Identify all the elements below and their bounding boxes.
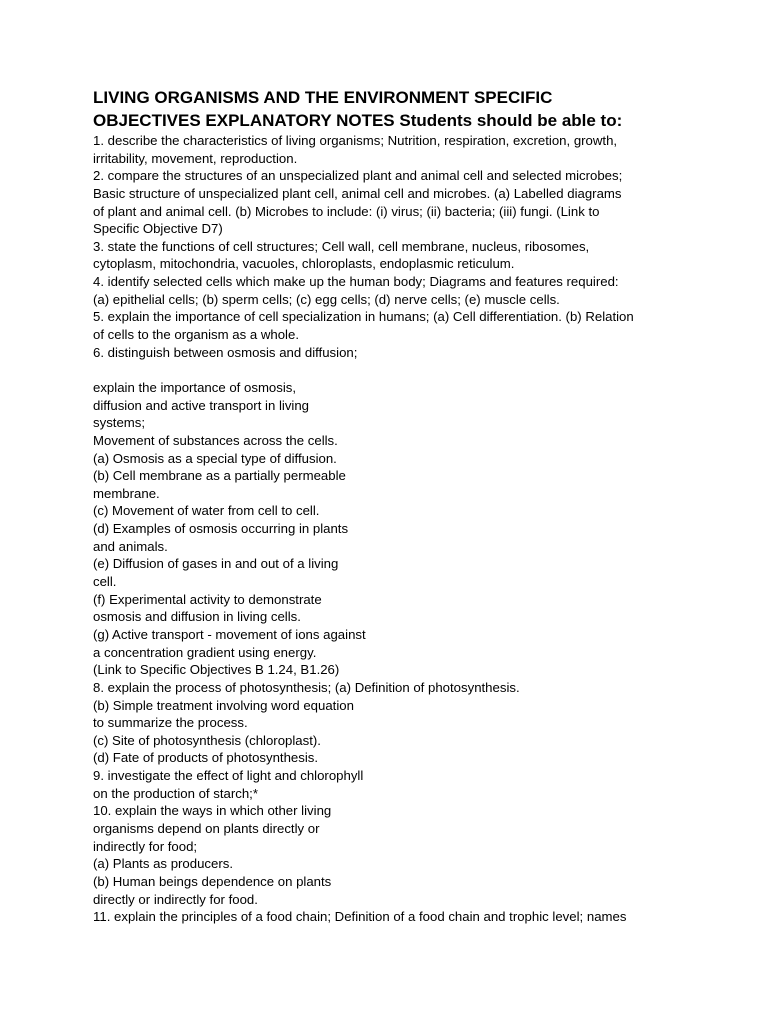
body-text-line: 9. investigate the effect of light and chlorophyll [93, 768, 364, 784]
body-text-line: 2. compare the structures of an unspecialized plant and animal cell and selected microbes; [93, 168, 623, 184]
body-text-line: 4. identify selected cells which make up the human body; Diagrams and features required: [93, 274, 619, 290]
body-text-line: (a) epithelial cells; (b) sperm cells; (c) egg cells; (d) nerve cells; (e) muscle cells. [93, 291, 560, 307]
body-text-line: systems; [93, 415, 146, 431]
body-text-line: and animals. [93, 538, 168, 554]
document-page [93, 86, 693, 926]
body-text-line: 1. describe the characteristics of living organisms; Nutrition, respiration, excretion, growth, [93, 133, 618, 148]
body-text-line: membrane. [93, 485, 160, 501]
body-text-line: (d) Examples of osmosis occurring in plants [93, 521, 349, 537]
body-text-line: (c) Movement of water from cell to cell. [93, 503, 320, 519]
body-text-line: 8. explain the process of photosynthesis; (a) Definition of photosynthesis. [93, 679, 520, 695]
body-text-line: Basic structure of unspecialized plant cell, animal cell and microbes. (a) Labelled diagrams [93, 185, 622, 201]
body-text-line: a concentration gradient using energy. [93, 644, 317, 660]
body-text-line: (d) Fate of products of photosynthesis. [93, 750, 319, 766]
body-text-line: (f) Experimental activity to demonstrate [93, 591, 322, 607]
body-text-line: (b) Human beings dependence on plants [93, 873, 332, 889]
body-text-line: osmosis and diffusion in living cells. [93, 609, 301, 625]
body-text-line: (b) Simple treatment involving word equation [93, 697, 354, 713]
body-text-line: 11. explain the principles of a food chain; Definition of a food chain and trophic level; names [93, 909, 627, 925]
body-text-line: Movement of substances across the cells. [93, 432, 338, 448]
body-text-line: Specific Objective D7) [93, 221, 223, 237]
body-text-line: 6. distinguish between osmosis and diffusion; [93, 344, 358, 360]
body-text-line: indirectly for food; [93, 838, 198, 854]
heading-line: OBJECTIVES EXPLANATORY NOTES Students should be able to: [93, 111, 623, 130]
body-text-line: explain the importance of osmosis, [93, 379, 297, 395]
blank-line [93, 361, 693, 379]
body-text-line: 3. state the functions of cell structures; Cell wall, cell membrane, nucleus, ribosomes, [93, 238, 590, 254]
body-text-line: (g) Active transport - movement of ions against [93, 626, 366, 642]
body-text-line: to summarize the process. [93, 715, 248, 731]
body-text-line: (e) Diffusion of gases in and out of a living [93, 556, 339, 572]
heading-line: LIVING ORGANISMS AND THE ENVIRONMENT SPECIFIC [93, 88, 553, 107]
body-text-line: (b) Cell membrane as a partially permeable [93, 468, 346, 484]
body-text-line: (a) Osmosis as a special type of diffusion. [93, 450, 337, 466]
document-heading [93, 86, 693, 132]
body-text-line: of plant and animal cell. (b) Microbes to include: (i) virus; (ii) bacteria; (iii) fungi. (Link to [93, 203, 600, 219]
body-text-line: directly or indirectly for food. [93, 891, 258, 907]
body-text-line: diffusion and active transport in living [93, 397, 310, 413]
document-body [93, 132, 693, 926]
body-text-line: cytoplasm, mitochondria, vacuoles, chloroplasts, endoplasmic reticulum. [93, 256, 515, 272]
body-text-line: irritability, movement, reproduction. [93, 150, 298, 166]
body-text-line: of cells to the organism as a whole. [93, 327, 299, 343]
body-text-line: (Link to Specific Objectives B 1.24, B1.26) [93, 662, 340, 678]
body-text-line: 5. explain the importance of cell specialization in humans; (a) Cell differentiation. (b) Relation [93, 309, 634, 325]
body-text-line: 10. explain the ways in which other living [93, 803, 332, 819]
body-text-line: (c) Site of photosynthesis (chloroplast). [93, 732, 321, 748]
body-text-line: (a) Plants as producers. [93, 856, 233, 872]
body-text-line: on the production of starch;* [93, 785, 258, 801]
body-text-line: organisms depend on plants directly or [93, 820, 320, 836]
body-text-line: cell. [93, 574, 117, 590]
